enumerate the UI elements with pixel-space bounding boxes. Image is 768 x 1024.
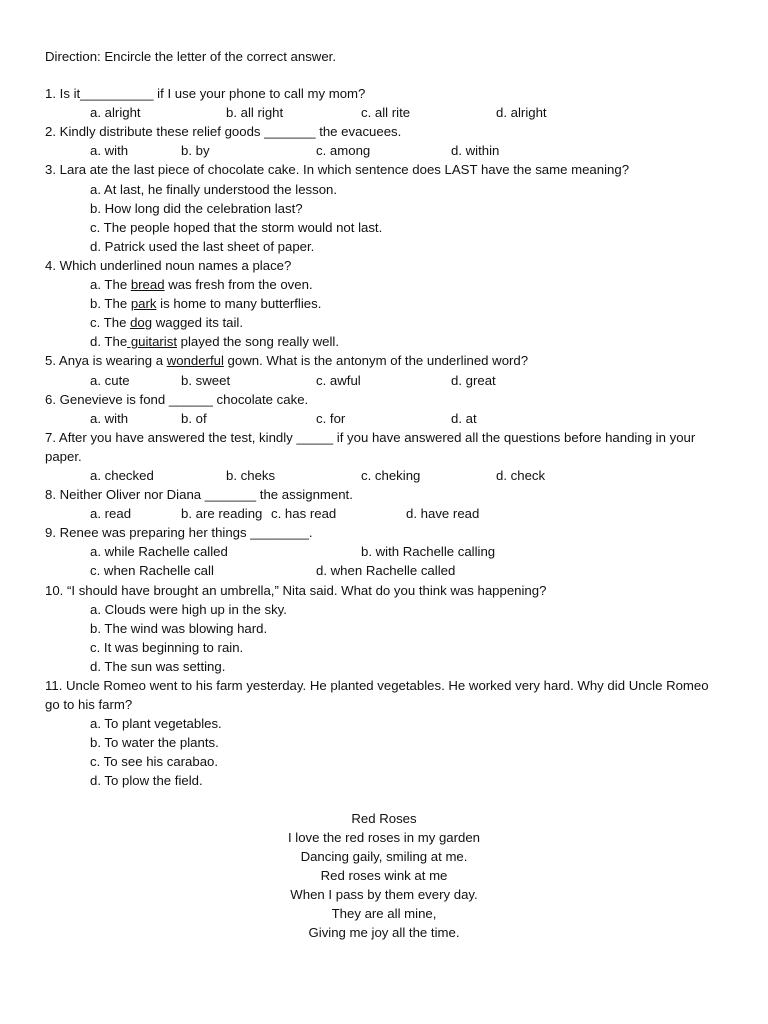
poem-line-1: I love the red roses in my garden xyxy=(287,829,481,845)
q10-option-b: b. The wind was blowing hard. xyxy=(90,620,268,636)
q5-option-c: c. awful xyxy=(316,372,361,388)
q6-option-c: c. for xyxy=(316,410,346,426)
question-7: 7. After you have answered the test, kindly _____ if you have answered all the questions before handing in your paper. xyxy=(45,429,696,464)
question-2-options xyxy=(45,141,725,160)
q4b-pre: b. The xyxy=(90,296,131,312)
q8-option-b: b. are reading xyxy=(181,506,263,522)
q8-option-c: c. has read xyxy=(271,506,337,522)
q4-option-b xyxy=(45,294,725,313)
q4a-pre: a. The xyxy=(90,277,131,293)
q5-option-d: d. great xyxy=(451,372,496,388)
poem-line-4: When I pass by them every day. xyxy=(290,886,478,902)
q1-option-c: c. all rite xyxy=(361,105,411,121)
q2-option-c: c. among xyxy=(316,143,371,159)
spacer xyxy=(45,791,725,809)
q4b-underlined: park xyxy=(130,296,157,312)
q9-option-d: d. when Rachelle called xyxy=(316,563,456,579)
q2-option-a: a. with xyxy=(90,143,129,159)
q10-option-d: d. The sun was setting. xyxy=(90,658,226,674)
q11-option-b: b. To water the plants. xyxy=(90,735,219,751)
q5-option-b: b. sweet xyxy=(181,372,231,388)
q7-option-b: b. cheks xyxy=(226,467,276,483)
q6-option-b: b. of xyxy=(181,410,207,426)
q7-option-a: a. checked xyxy=(90,467,154,483)
poem-line-2: Dancing gaily, smiling at me. xyxy=(300,848,468,864)
q3-option-d: d. Patrick used the last sheet of paper. xyxy=(90,238,315,254)
question-1: 1. Is it__________ if I use your phone to call my mom? xyxy=(45,86,366,102)
poem-line-5: They are all mine, xyxy=(331,906,437,922)
question-9-options-row-1 xyxy=(45,542,725,561)
question-8-options xyxy=(45,504,725,523)
q9-option-a: a. while Rachelle called xyxy=(90,544,228,560)
q4d-post: played the song really well. xyxy=(177,334,340,350)
question-6-options xyxy=(45,409,725,428)
question-1-options xyxy=(45,103,725,122)
poem-title: Red Roses xyxy=(351,810,417,826)
q4a-underlined: bread xyxy=(130,277,165,293)
q3-option-b: b. How long did the celebration last? xyxy=(90,200,303,216)
q4-option-c xyxy=(45,313,725,332)
question-7-options xyxy=(45,466,725,485)
q3-option-c: c. The people hoped that the storm would not last. xyxy=(90,219,383,235)
q7-option-c: c. cheking xyxy=(361,467,421,483)
q5-underlined: wonderful xyxy=(166,353,224,369)
q6-option-d: d. at xyxy=(451,410,477,426)
q8-option-d: d. have read xyxy=(406,506,480,522)
q9-option-b: b. with Rachelle calling xyxy=(361,544,496,560)
q9-option-c: c. when Rachelle call xyxy=(90,563,214,579)
q4c-underlined: dog xyxy=(130,315,153,331)
poem-line-6: Giving me joy all the time. xyxy=(308,925,460,941)
question-9-options-row-2 xyxy=(45,561,725,580)
q7-option-d: d. check xyxy=(496,467,546,483)
q11-option-a: a. To plant vegetables. xyxy=(90,716,222,732)
q4d-pre: d. The xyxy=(90,334,128,350)
poem-line-3: Red roses wink at me xyxy=(320,867,448,883)
q1-option-d: d. alright xyxy=(496,105,547,121)
q5-option-a: a. cute xyxy=(90,372,130,388)
q4a-post: was fresh from the oven. xyxy=(164,277,313,293)
q4b-post: is home to many butterflies. xyxy=(156,296,322,312)
q11-option-c: c. To see his carabao. xyxy=(90,754,219,770)
q10-option-a: a. Clouds were high up in the sky. xyxy=(90,601,287,617)
question-11: 11. Uncle Romeo went to his farm yesterday. He planted vegetables. He worked very hard. Why did Uncle Romeo go to his farm? xyxy=(45,678,709,713)
question-5 xyxy=(45,351,725,370)
q2-option-d: d. within xyxy=(451,143,500,159)
q10-option-c: c. It was beginning to rain. xyxy=(90,639,244,655)
q2-option-b: b. by xyxy=(181,143,210,159)
question-4: 4. Which underlined noun names a place? xyxy=(45,257,292,273)
question-3: 3. Lara ate the last piece of chocolate cake. In which sentence does LAST have the same meaning? xyxy=(45,162,630,178)
q5-post: gown. What is the antonym of the underlined word? xyxy=(223,353,529,369)
q1-option-a: a. alright xyxy=(90,105,141,121)
question-5-options xyxy=(45,371,725,390)
q4c-post: wagged its tail. xyxy=(152,315,243,331)
direction-text: Direction: Encircle the letter of the correct answer. xyxy=(45,49,336,64)
q5-pre: 5. Anya is wearing a xyxy=(45,353,167,369)
q6-option-a: a. with xyxy=(90,410,129,426)
q4-option-d xyxy=(45,332,725,351)
question-10: 10. “I should have brought an umbrella,” Nita said. What do you think was happening? xyxy=(45,582,547,598)
question-9: 9. Renee was preparing her things ________. xyxy=(45,525,313,541)
q4c-pre: c. The xyxy=(90,315,131,331)
q4-option-a xyxy=(45,275,725,294)
question-8: 8. Neither Oliver nor Diana _______ the assignment. xyxy=(45,487,353,503)
spacer xyxy=(45,66,725,84)
q8-option-a: a. read xyxy=(90,506,132,522)
q3-option-a: a. At last, he finally understood the lesson. xyxy=(90,181,338,197)
worksheet xyxy=(45,47,725,942)
question-2: 2. Kindly distribute these relief goods _______ the evacuees. xyxy=(45,124,402,140)
question-6: 6. Genevieve is fond ______ chocolate cake. xyxy=(45,391,309,407)
q11-option-d: d. To plow the field. xyxy=(90,773,203,789)
q1-option-b: b. all right xyxy=(226,105,284,121)
q4d-underlined: guitarist xyxy=(127,334,177,350)
